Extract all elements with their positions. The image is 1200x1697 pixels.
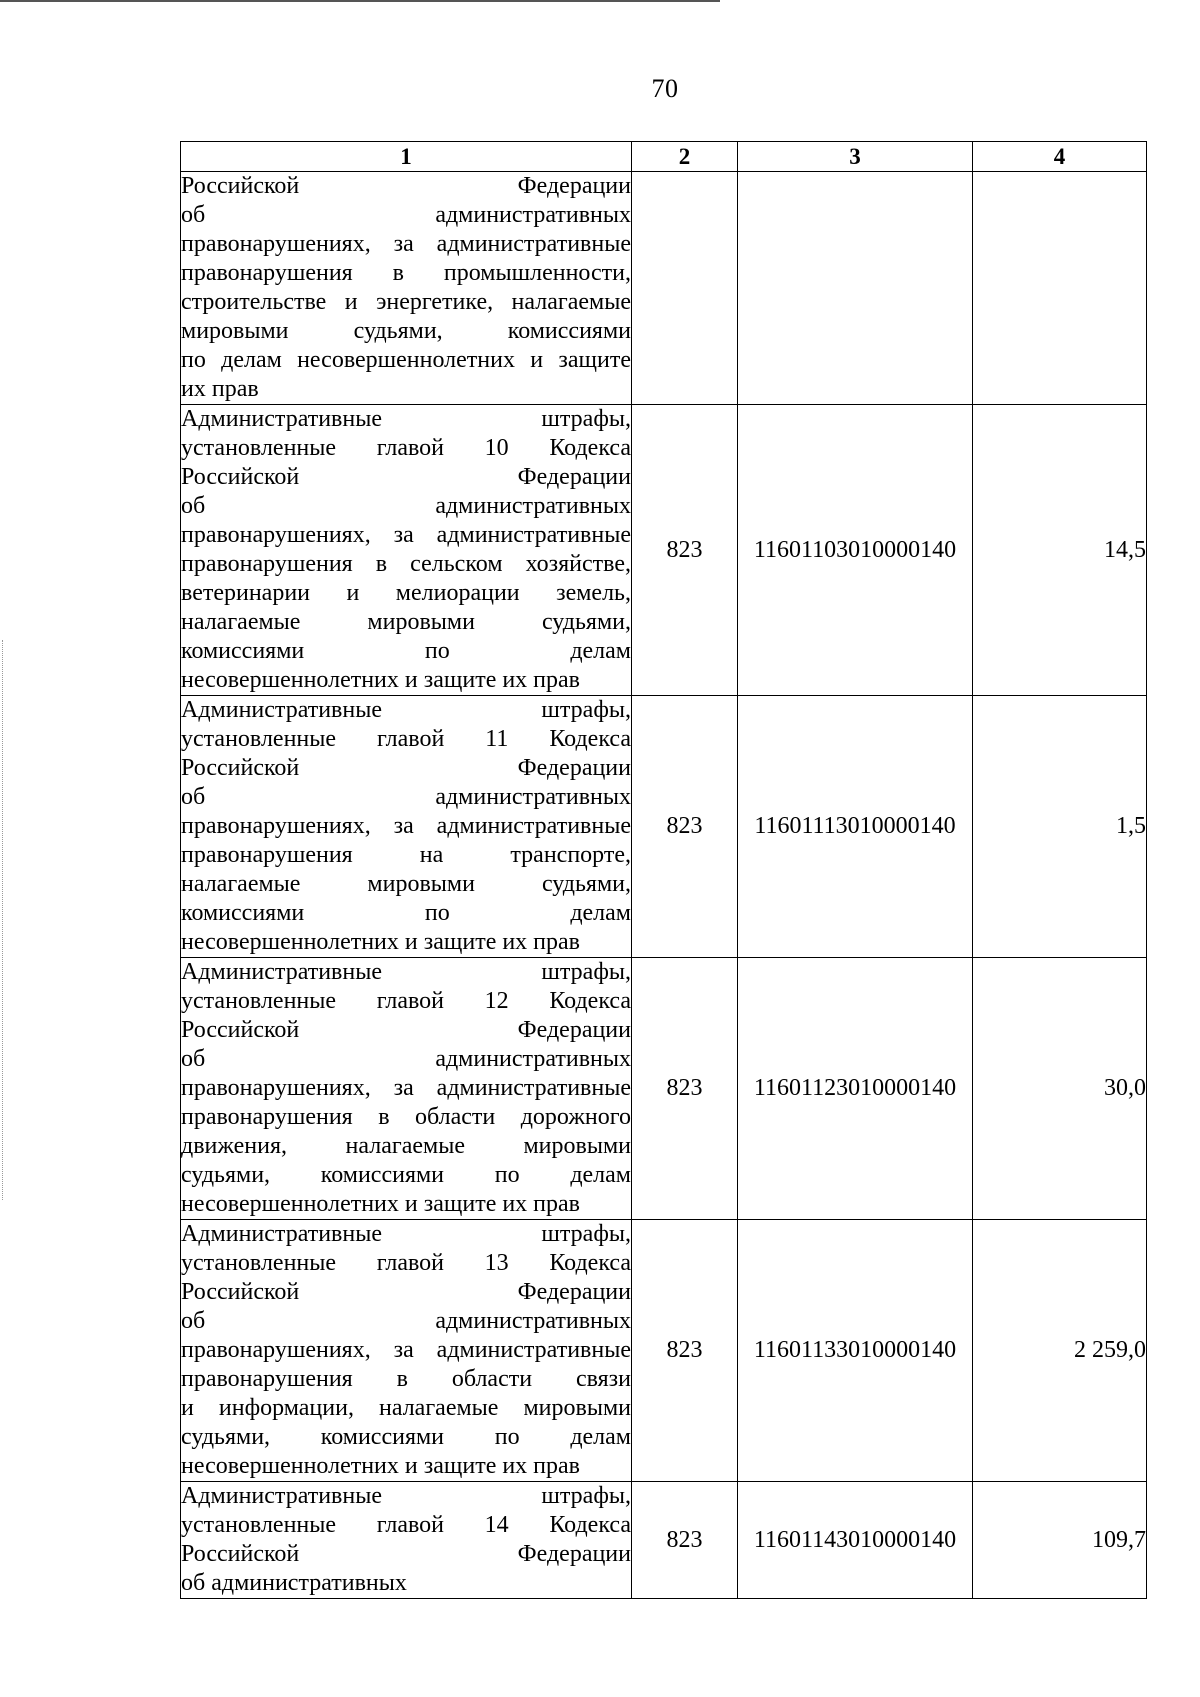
description-line: правонарушения в области связи: [181, 1366, 631, 1392]
description-line: установленные главой 12 Кодекса: [181, 988, 631, 1014]
description-line: Российской Федерации: [181, 1017, 631, 1043]
description-line: судьями, комиссиями по делам: [181, 1162, 631, 1188]
description-line: несовершеннолетних и защите их прав: [181, 1191, 581, 1217]
description-line: комиссиями по делам: [181, 900, 631, 926]
description-line: Административные штрафы,: [181, 959, 631, 985]
table-row: [181, 1482, 1147, 1599]
admin-code-cell: 823: [632, 1220, 738, 1482]
column-header-2: 2: [632, 142, 738, 172]
revenue-description-cell: [181, 958, 632, 1220]
description-line: Российской Федерации: [181, 173, 631, 199]
description-line: налагаемые мировыми судьями,: [181, 871, 631, 897]
description-line: установленные главой 10 Кодекса: [181, 435, 631, 461]
description-line: их прав: [181, 376, 259, 402]
column-header-1: 1: [181, 142, 632, 172]
description-line: правонарушениях, за административные: [181, 231, 631, 257]
table-row: [181, 1220, 1147, 1482]
description-line: по делам несовершеннолетних и защите: [181, 347, 631, 373]
description-line: правонарушения в области дорожного: [181, 1104, 631, 1130]
scan-top-edge: [0, 0, 720, 2]
column-header-4: 4: [973, 142, 1147, 172]
description-line: правонарушения на транспорте,: [181, 842, 631, 868]
page-number: 70: [651, 74, 679, 103]
admin-code-cell: 823: [632, 958, 738, 1220]
description-line: установленные главой 14 Кодекса: [181, 1512, 631, 1538]
budget-classification-code-cell: 11601133010000140: [738, 1220, 973, 1482]
description-line: правонарушения в промышленности,: [181, 260, 631, 286]
table-row: [181, 172, 1147, 405]
table-row: [181, 405, 1147, 696]
description-line: установленные главой 11 Кодекса: [181, 726, 631, 752]
column-header-3: 3: [738, 142, 973, 172]
description-line: несовершеннолетних и защите их прав: [181, 667, 581, 693]
description-line: Российской Федерации: [181, 1541, 631, 1567]
amount-cell: 2 259,0: [973, 1220, 1147, 1482]
description-line: судьями, комиссиями по делам: [181, 1424, 631, 1450]
description-line: об административных: [181, 202, 631, 228]
description-line: Российской Федерации: [181, 755, 631, 781]
revenue-description-cell: [181, 1482, 632, 1599]
budget-classification-code-cell: 11601143010000140: [738, 1482, 973, 1599]
amount-cell: 1,5: [973, 696, 1147, 958]
description-line: налагаемые мировыми судьями,: [181, 609, 631, 635]
admin-code-cell: 823: [632, 1482, 738, 1599]
revenue-description-cell: [181, 172, 632, 405]
description-line: правонарушениях, за административные: [181, 813, 631, 839]
description-line: об административных: [181, 1046, 631, 1072]
scan-left-edge: [2, 640, 3, 1200]
budget-revenue-table: [180, 141, 1147, 1599]
description-line: Административные штрафы,: [181, 406, 631, 432]
description-line: Российской Федерации: [181, 1279, 631, 1305]
table-body: [181, 172, 1147, 1599]
description-line: мировыми судьями, комиссиями: [181, 318, 631, 344]
amount-cell: [973, 172, 1147, 405]
description-line: несовершеннолетних и защите их прав: [181, 1453, 581, 1479]
description-line: правонарушениях, за административные: [181, 522, 631, 548]
description-line: об административных: [181, 784, 631, 810]
description-line: правонарушениях, за административные: [181, 1337, 631, 1363]
revenue-description-cell: [181, 696, 632, 958]
description-line: строительстве и энергетике, налагаемые: [181, 289, 631, 315]
admin-code-cell: 823: [632, 405, 738, 696]
amount-cell: 14,5: [973, 405, 1147, 696]
table-header-row: [181, 142, 1147, 172]
description-line: Административные штрафы,: [181, 1221, 631, 1247]
description-line: правонарушениях, за административные: [181, 1075, 631, 1101]
budget-classification-code-cell: [738, 172, 973, 405]
table-row: [181, 958, 1147, 1220]
description-line: об административных: [181, 1308, 631, 1334]
description-line: ветеринарии и мелиорации земель,: [181, 580, 631, 606]
description-line: несовершеннолетних и защите их прав: [181, 929, 581, 955]
description-line: Административные штрафы,: [181, 1483, 631, 1509]
admin-code-cell: 823: [632, 696, 738, 958]
description-line: и информации, налагаемые мировыми: [181, 1395, 631, 1421]
amount-cell: 109,7: [973, 1482, 1147, 1599]
table-row: [181, 696, 1147, 958]
description-line: об административных: [181, 493, 631, 519]
amount-cell: 30,0: [973, 958, 1147, 1220]
revenue-description-cell: [181, 1220, 632, 1482]
description-line: правонарушения в сельском хозяйстве,: [181, 551, 631, 577]
description-line: Административные штрафы,: [181, 697, 631, 723]
budget-classification-code-cell: 11601113010000140: [738, 696, 973, 958]
description-line: комиссиями по делам: [181, 638, 631, 664]
budget-classification-code-cell: 11601123010000140: [738, 958, 973, 1220]
revenue-description-cell: [181, 405, 632, 696]
budget-classification-code-cell: 11601103010000140: [738, 405, 973, 696]
description-line: об административных: [181, 1570, 407, 1596]
description-line: Российской Федерации: [181, 464, 631, 490]
description-line: движения, налагаемые мировыми: [181, 1133, 631, 1159]
description-line: установленные главой 13 Кодекса: [181, 1250, 631, 1276]
admin-code-cell: [632, 172, 738, 405]
